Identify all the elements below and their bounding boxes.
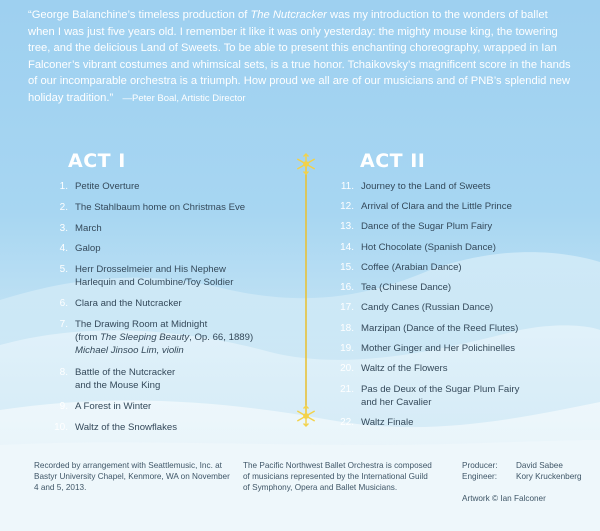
act-1-heading: ACT I <box>68 150 126 172</box>
engineer-label: Engineer: <box>462 472 498 481</box>
quote-italic-title: The Nutcracker <box>250 9 327 21</box>
quote-text-end: was my introduction to the wonders of ballet when I was just five years old. I remember it like it was only yesterday: the mighty mouse king, the towering tree, and the delicious Land of Sweets. To be able to present this enchanting choreography, wrapped in Ian Falconer’s vibrant costumes and whimsical sets, is a true honor. Tchaikovsky’s magnificent score in the hands of our incomparable orchestra is a triumph. How proud we all are of our musicians and of PNB’s splendid new holiday tradition.” <box>28 9 571 104</box>
gold-divider <box>296 150 316 430</box>
producer-name: David Sabee <box>516 461 563 470</box>
engineer-name: Kory Kruckenberg <box>516 472 582 481</box>
act-2-heading: ACT II <box>360 150 426 172</box>
quote-text-start: “George Balanchine’s timeless production of <box>28 9 251 21</box>
quote-attribution: —Peter Boal, Artistic Director <box>122 92 246 104</box>
snowflake-icon <box>297 406 314 426</box>
recording-credit: Recorded by arrangement with Seattlemusic, Inc. at Bastyr University Chapel, Kenmore, WA on November 4 and 5, 2013. <box>34 461 230 492</box>
director-quote <box>28 7 573 108</box>
production-credits <box>462 460 582 504</box>
orchestra-credit: The Pacific Northwest Ballet Orchestra is composed of musicians represented by the International Guild of Symphony, Opera and Ballet Musicians. <box>243 461 432 492</box>
snowflake-icon <box>297 154 314 174</box>
producer-label: Producer: <box>462 461 498 470</box>
artwork-credit: Artwork © Ian Falconer <box>462 494 546 503</box>
